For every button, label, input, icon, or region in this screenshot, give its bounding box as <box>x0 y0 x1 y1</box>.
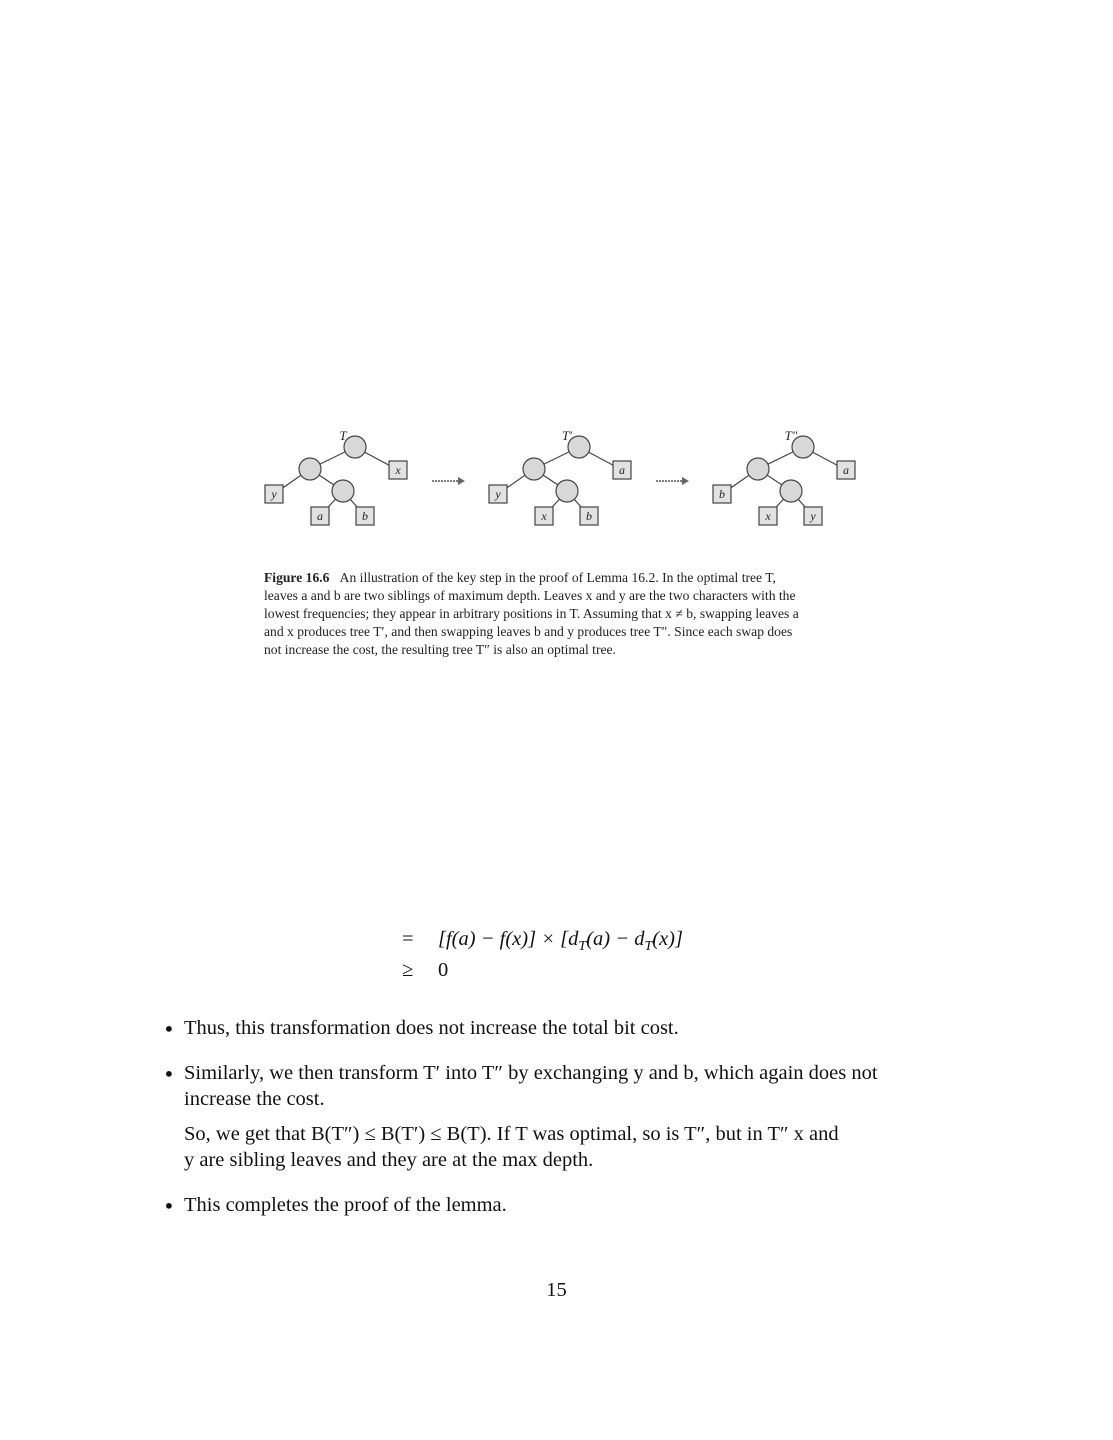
equation-relation: = <box>402 928 414 950</box>
caption-line: lowest frequencies; they appear in arbitrary positions in T. Assuming that x ≠ b, swapping leaves a <box>264 606 799 621</box>
caption-line <box>264 569 776 587</box>
bullet-text: increase the cost. <box>184 1088 325 1110</box>
arrow-head-icon <box>458 477 465 485</box>
expr-part: (x)] <box>652 928 683 950</box>
leaf-label: y <box>271 487 277 501</box>
tree-node <box>556 480 578 502</box>
caption-text: An illustration of the key step in the proof of Lemma 16.2. In the optimal tree T, <box>339 570 776 585</box>
tree-node <box>523 458 545 480</box>
leaf-label: x <box>541 509 547 523</box>
leaf-label: x <box>395 463 401 477</box>
tree-node <box>299 458 321 480</box>
tree-label: T <box>339 428 347 443</box>
bullet-paragraph: y are sibling leaves and they are at the max depth. <box>184 1149 594 1171</box>
subscript: T <box>578 939 587 955</box>
page-number: 15 <box>546 1279 567 1301</box>
caption-line: leaves a and b are two siblings of maximum depth. Leaves x and y are the two characters with the <box>264 588 796 603</box>
tree-node <box>747 458 769 480</box>
caption-line: not increase the cost, the resulting tree T″ is also an optimal tree. <box>264 642 616 657</box>
leaf-label: y <box>810 509 816 523</box>
leaf-label: a <box>843 463 849 477</box>
tree-node <box>332 480 354 502</box>
leaf-label: b <box>719 487 725 501</box>
bullet-paragraph: So, we get that B(T″) ≤ B(T′) ≤ B(T). If T was optimal, so is T″, but in T″ x and <box>184 1123 839 1145</box>
tree-node <box>344 436 366 458</box>
caption-title: Figure 16.6 <box>264 570 330 585</box>
equation-relation: ≥ <box>402 959 414 981</box>
leaf-label: b <box>362 509 368 523</box>
leaf-label: b <box>586 509 592 523</box>
bullet-icon: • <box>163 1017 175 1041</box>
bullet-text: Similarly, we then transform T′ into T″ by exchanging y and b, which again does not <box>184 1062 878 1084</box>
tree-label: T″ <box>784 428 798 443</box>
bullet-icon: • <box>163 1062 175 1086</box>
arrow-head-icon <box>682 477 689 485</box>
bullet-text: This completes the proof of the lemma. <box>184 1194 507 1216</box>
leaf-label: y <box>495 487 501 501</box>
bullet-icon: • <box>163 1194 175 1218</box>
subscript: T <box>644 939 653 955</box>
leaf-label: a <box>619 463 625 477</box>
leaf-label: x <box>765 509 771 523</box>
equation-expression <box>438 928 683 955</box>
bullet-text: Thus, this transformation does not increase the total bit cost. <box>184 1017 679 1039</box>
tree-node <box>780 480 802 502</box>
caption-line: and x produces tree T′, and then swapping leaves b and y produces tree T″. Since each swap does <box>264 624 793 639</box>
leaf-label: a <box>317 509 323 523</box>
tree-label: T′ <box>561 428 573 443</box>
expr-part: (a) − d <box>586 928 645 950</box>
equation-expression: 0 <box>438 959 449 981</box>
figure-trees <box>0 0 1113 540</box>
expr-part: [f(a) − f(x)] × [d <box>438 928 579 950</box>
